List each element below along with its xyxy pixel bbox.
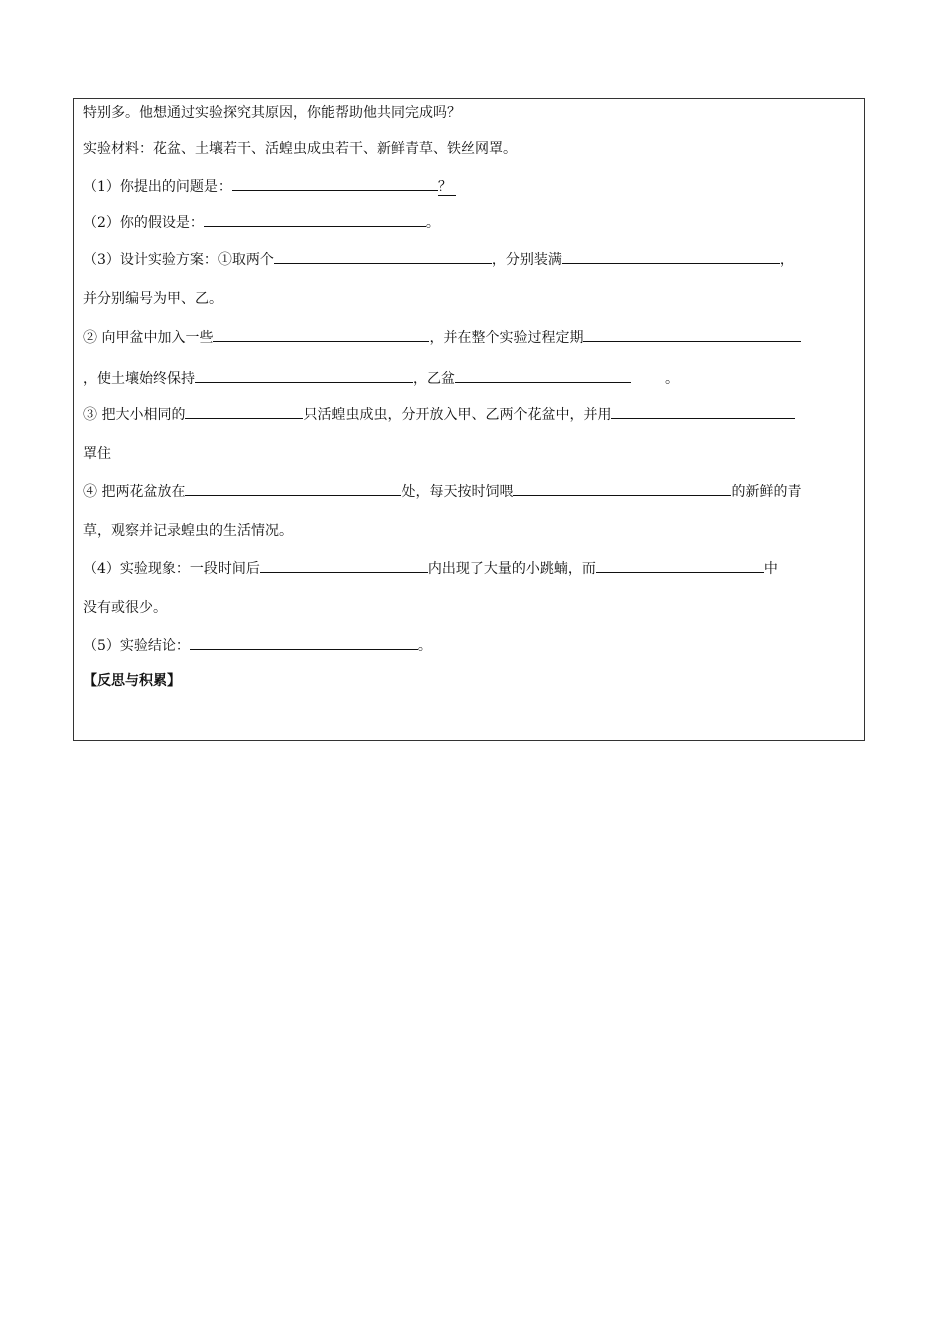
step-4-cont: 草，观察并记录蝗虫的生活情况。 xyxy=(83,523,293,539)
answer-blank[interactable] xyxy=(562,248,780,264)
reflection-heading: 【反思与积累】 xyxy=(83,673,181,689)
question-3: （3）设计实验方案：①取两个 ，分别装满 ， xyxy=(83,248,794,270)
intro-text: 特别多。他想通过实验探究其原因，你能帮助他共同完成吗？ xyxy=(83,105,461,121)
question-2: （2）你的假设是： 。 xyxy=(83,211,440,233)
question-1: （1）你提出的问题是： ？ xyxy=(83,175,456,197)
answer-blank[interactable] xyxy=(274,248,492,264)
question-3-cont: 并分别编号为甲、乙。 xyxy=(83,291,223,307)
step-3-cont: 罩住 xyxy=(83,446,111,462)
materials-text: 实验材料：花盆、土壤若干、活蝗虫成虫若干、新鲜青草、铁丝网罩。 xyxy=(83,141,517,157)
answer-blank[interactable] xyxy=(232,175,438,191)
answer-blank[interactable] xyxy=(513,480,731,496)
question-4: （4）实验现象：一段时间后 内出现了大量的小跳蝻，而 中 xyxy=(83,557,778,579)
answer-blank[interactable] xyxy=(190,634,418,650)
answer-blank[interactable] xyxy=(583,326,801,342)
step-3: ③ 把大小相同的 只活蝗虫成虫，分开放入甲、乙两个花盆中，并用 xyxy=(83,403,795,425)
answer-blank[interactable] xyxy=(611,403,795,419)
answer-blank[interactable] xyxy=(596,557,764,573)
step-4: ④ 把两花盆放在 处，每天按时饲喂 的新鲜的青 xyxy=(83,480,801,502)
question-4-cont: 没有或很少。 xyxy=(83,600,167,616)
answer-blank[interactable] xyxy=(455,367,631,383)
answer-blank[interactable] xyxy=(260,557,428,573)
answer-blank[interactable] xyxy=(204,211,426,227)
question-box xyxy=(73,98,865,741)
answer-blank[interactable] xyxy=(195,367,413,383)
step-2: ② 向甲盆中加入一些 ，并在整个实验过程定期 xyxy=(83,326,801,348)
question-5: （5）实验结论： 。 xyxy=(83,634,432,656)
answer-blank[interactable] xyxy=(185,403,303,419)
answer-blank[interactable] xyxy=(185,480,401,496)
answer-blank[interactable] xyxy=(213,326,429,342)
step-2-cont: ，使土壤始终保持 ，乙盆 。 xyxy=(83,367,679,389)
